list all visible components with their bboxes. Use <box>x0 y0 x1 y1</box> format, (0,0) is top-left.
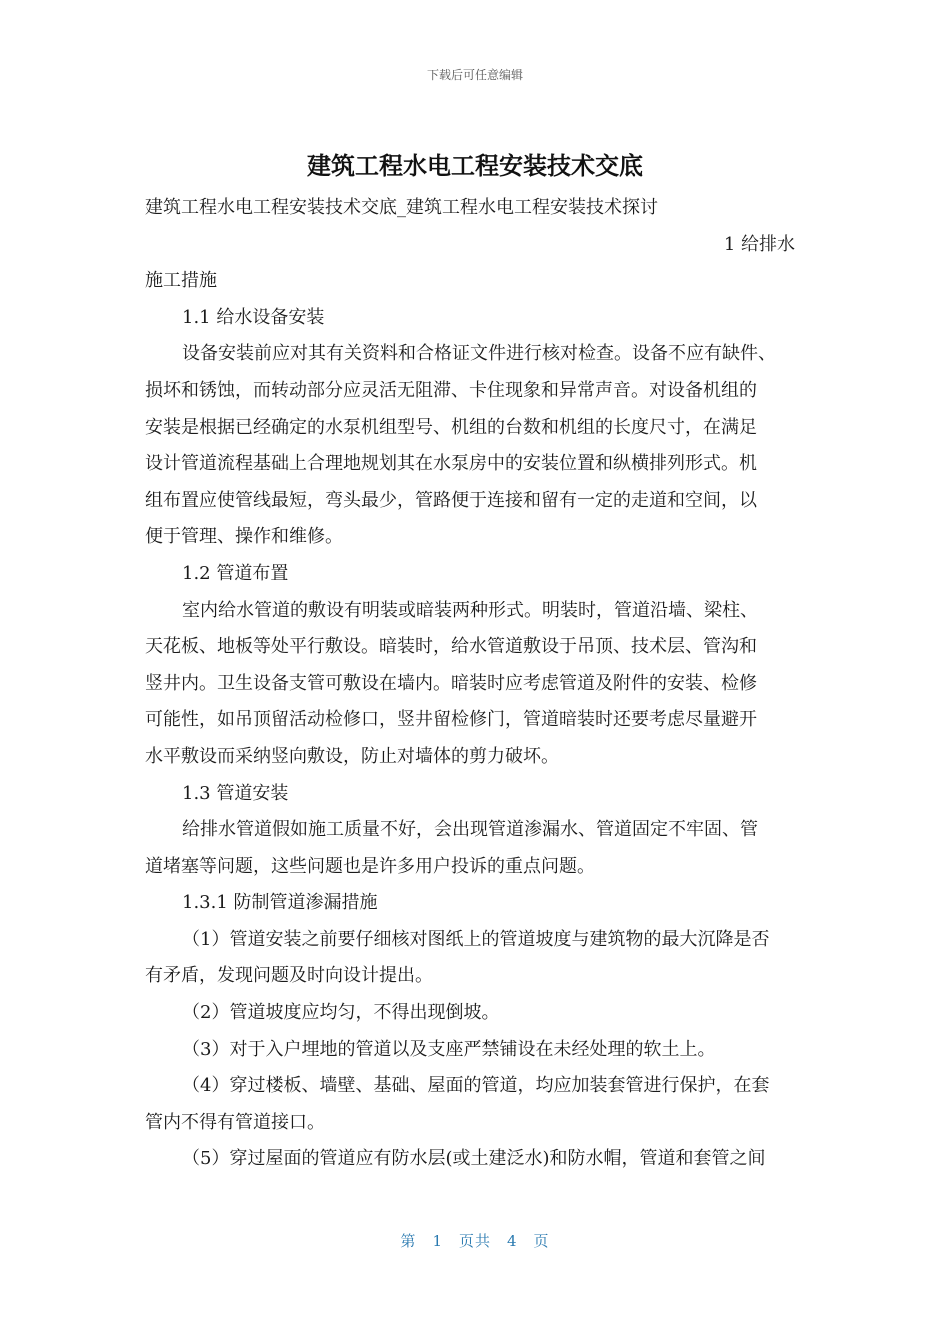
text-line: （2）管道坡度应均匀，不得出现倒坡。 <box>182 1002 500 1024</box>
text-line: 1 给排水 <box>723 233 795 255</box>
text-line: 便于管理、操作和维修。 <box>145 526 343 548</box>
text-line: 设备安装前应对其有关资料和合格证文件进行核对检查。设备不应有缺件、 <box>182 343 776 365</box>
text-line: （3）对于入户埋地的管道以及支座严禁铺设在未经处理的软土上。 <box>182 1038 716 1060</box>
text-line: 1.1 给水设备安装 <box>182 306 325 328</box>
text-line: 施工措施 <box>145 270 217 292</box>
text-line: 安装是根据已经确定的水泵机组型号、机组的台数和机组的长度尺寸，在满足 <box>145 416 757 438</box>
text-line: 有矛盾，发现问题及时向设计提出。 <box>145 965 433 987</box>
text-line: 道堵塞等问题，这些问题也是许多用户投诉的重点问题。 <box>145 855 595 877</box>
text-line: （1）管道安装之前要仔细核对图纸上的管道坡度与建筑物的最大沉降是否 <box>182 928 770 950</box>
text-line: 给排水管道假如施工质量不好，会出现管道渗漏水、管道固定不牢固、管 <box>182 819 758 841</box>
footer-prefix: 第 <box>400 1232 417 1250</box>
text-line: 损坏和锈蚀，而转动部分应灵活无阻滞、卡住现象和异常声音。对设备机组的 <box>145 379 757 401</box>
text-line: 水平敷设而采纳竖向敷设，防止对墙体的剪力破坏。 <box>145 745 559 767</box>
text-line: 1.2 管道布置 <box>182 562 289 584</box>
text-line: 1.3.1 防制管道渗漏措施 <box>182 892 378 914</box>
text-line: （4）穿过楼板、墙壁、基础、屋面的管道，均应加装套管进行保护，在套 <box>182 1075 770 1097</box>
text-line: 设计管道流程基础上合理地规划其在水泵房中的安装位置和纵横排列形式。机 <box>145 453 757 475</box>
footer-total-pages: 4 <box>507 1232 518 1250</box>
text-line: 1.3 管道安装 <box>182 782 289 804</box>
footer-page-number: 1 <box>432 1232 443 1250</box>
document-title: 建筑工程水电工程安装技术交底 <box>307 152 643 180</box>
text-line: 管内不得有管道接口。 <box>145 1111 325 1133</box>
text-line: （5）穿过屋面的管道应有防水层(或土建泛水)和防水帽，管道和套管之间 <box>182 1148 766 1170</box>
text-line: 组布置应使管线最短，弯头最少，管路便于连接和留有一定的走道和空间，以 <box>145 489 757 511</box>
page-footer <box>0 1230 950 1251</box>
text-line: 可能性，如吊顶留活动检修口，竖井留检修门，管道暗装时还要考虑尽量避开 <box>145 709 757 731</box>
text-line: 天花板、地板等处平行敷设。暗装时，给水管道敷设于吊顶、技术层、管沟和 <box>145 636 757 658</box>
text-line: 室内给水管道的敷设有明装或暗装两种形式。明装时，管道沿墙、梁柱、 <box>182 599 758 621</box>
text-line: 建筑工程水电工程安装技术交底_建筑工程水电工程安装技术探讨 <box>145 197 658 218</box>
footer-suffix: 页 <box>533 1232 550 1250</box>
header-note: 下载后可任意编辑 <box>426 68 523 82</box>
text-line: 竖井内。卫生设备支管可敷设在墙内。暗装时应考虑管道及附件的安装、检修 <box>145 672 757 694</box>
document-body <box>145 190 807 1178</box>
footer-middle: 页共 <box>458 1232 491 1250</box>
